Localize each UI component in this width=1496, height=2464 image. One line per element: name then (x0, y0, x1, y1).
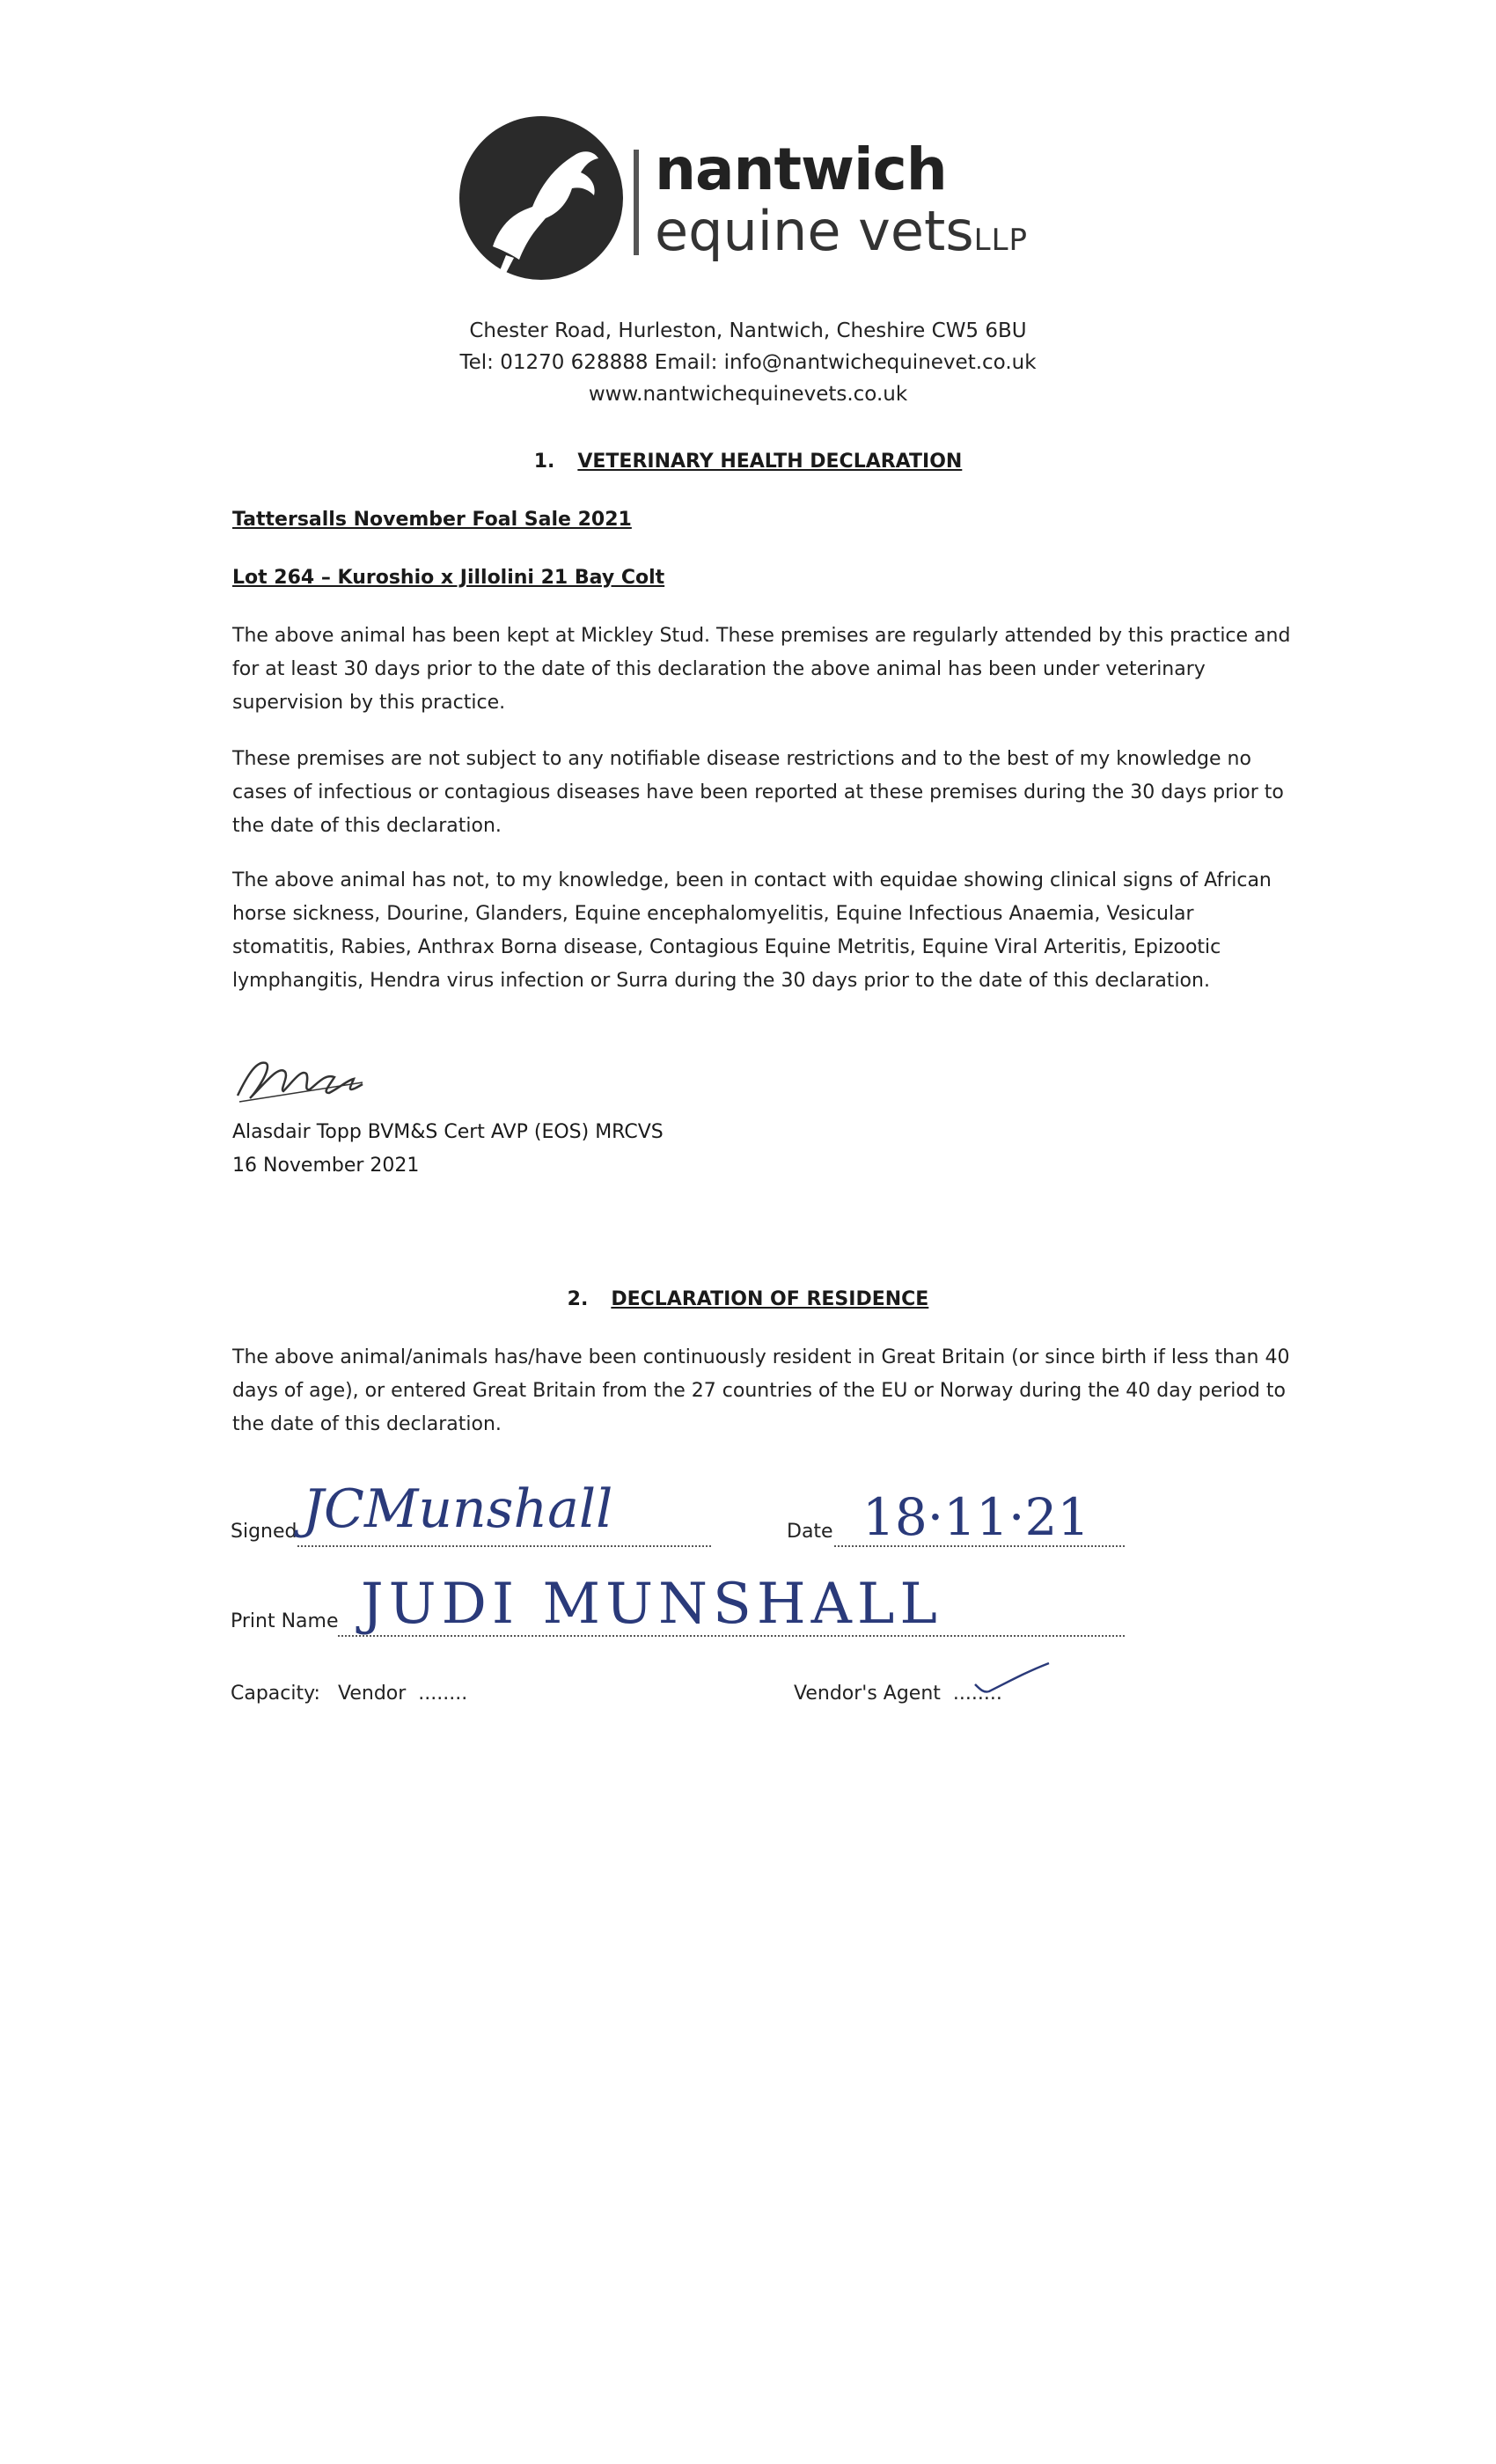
date-label: Date (787, 1521, 833, 1543)
section1-heading: 1. VETERINARY HEALTH DECLARATION (533, 451, 963, 473)
practice-subtitle: equine vetsLLP (655, 199, 1029, 263)
vet-signer-block (232, 1116, 664, 1183)
practice-address-block (0, 315, 1496, 410)
signed-line (297, 1545, 711, 1547)
print-name-handwriting: JUDI MUNSHALL (361, 1572, 942, 1637)
logo-divider (634, 150, 639, 255)
print-name-label: Print Name (231, 1610, 339, 1632)
practice-suffix: LLP (973, 223, 1029, 258)
vendor-agent-dots: ........ (952, 1683, 1002, 1705)
tick-mark-icon (972, 1658, 1051, 1697)
sale-title: Tattersalls November Foal Sale 2021 (232, 509, 632, 531)
horse-logo-icon (458, 114, 625, 282)
practice-name: nantwich (655, 136, 947, 203)
signed-handwriting: JCMunshall (303, 1478, 613, 1540)
vet-signature (231, 1047, 371, 1109)
vendor-agent-option[interactable]: Vendor's Agent ........ (794, 1683, 1002, 1705)
capacity-label: Capacity: (231, 1683, 320, 1705)
signed-label: Signed (231, 1521, 297, 1543)
practice-contact: Tel: 01270 628888 Email: info@nantwichequinevet.co.uk (459, 351, 1037, 374)
letterhead-logo (458, 114, 1091, 282)
section1-paragraph-2: These premises are not subject to any notifiable disease restrictions and to the best of my knowledge no cases of infectious or contagious diseases have been reported at these premises during the 30 days prior to the date of this declaration. (232, 748, 1284, 837)
date-handwriting: 18·11·21 (862, 1487, 1090, 1547)
lot-title: Lot 264 – Kuroshio x Jillolini 21 Bay Colt (232, 567, 665, 589)
vendor-option[interactable]: Vendor ........ (338, 1683, 468, 1705)
section2-paragraph: The above animal/animals has/have been continuously resident in Great Britain (or since birth if less than 40 days of age), or entered Great Britain from the 27 countries of the EU or Norway during the 40 day period to the date of this declaration. (232, 1346, 1290, 1435)
practice-website: www.nantwichequinevets.co.uk (588, 383, 908, 406)
section2-heading: 2. DECLARATION OF RESIDENCE (567, 1288, 929, 1310)
vet-signer-date: 16 November 2021 (232, 1155, 420, 1177)
practice-address: Chester Road, Hurleston, Nantwich, Cheshire CW5 6BU (469, 319, 1027, 342)
section1-paragraph-3: The above animal has not, to my knowledge, been in contact with equidae showing clinical signs of African horse sickness, Dourine, Glanders, Equine encephalomyelitis, Equine Infectious Anaemia, Vesicular stomatitis, Rabies, Anthrax Borna disease, Contagious Equine Metritis, Equine Viral Arteritis, Epizootic lymphangitis, Hendra virus infection or Surra during the 30 days prior to the date of this declaration. (232, 869, 1272, 992)
vet-signer-name: Alasdair Topp BVM&S Cert AVP (EOS) MRCVS (232, 1121, 664, 1143)
vendor-dots: ........ (418, 1683, 468, 1705)
section1-paragraph-1: The above animal has been kept at Mickley Stud. These premises are regularly attended by this practice and for at least 30 days prior to the date of this declaration the above animal has been under veterinary supervision by this practice. (232, 625, 1291, 714)
